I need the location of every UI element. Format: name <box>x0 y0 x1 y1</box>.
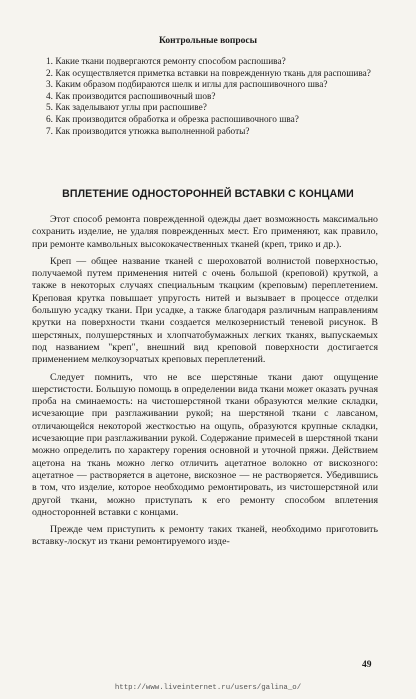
question-number: 1. <box>46 57 53 67</box>
question-text: Как заделывают углы при распошиве? <box>55 103 207 114</box>
question-item <box>46 69 376 81</box>
body-text <box>32 214 378 554</box>
question-text: Как производится распошивочный шов? <box>55 91 216 102</box>
watermark-url: http://www.liveinternet.ru/users/galina_o/ <box>114 684 302 692</box>
section-title: ВПЛЕТЕНИЕ ОДНОСТОРОННЕЙ ВСТАВКИ С КОНЦАМИ <box>62 188 354 200</box>
question-text: Как производится утюжка выполненной работы? <box>55 126 250 137</box>
question-item <box>46 92 376 104</box>
question-item <box>46 115 376 127</box>
question-item <box>46 80 376 92</box>
question-number: 2. <box>46 68 53 79</box>
question-text: Каким образом подбираются шелк и иглы для распошивочного шва? <box>55 80 328 91</box>
question-item <box>46 57 376 69</box>
question-number: 7. <box>46 126 53 137</box>
questions-list <box>46 57 376 138</box>
page-number: 49 <box>362 660 372 670</box>
question-number: 4. <box>46 91 53 102</box>
paragraph: Этот способ ремонта поврежденной одежды дает возможность максимально сохранить изделие, не удаляя поврежденных мест. Его применяют, как правило, при ремонте камвольных высококачественных тканей (креп, трико и др.). <box>32 214 378 250</box>
paragraph: Креп — общее название тканей с шероховатой волнистой поверхностью, получаемой путем применения нитей с очень большой (креповой) круткой, а также в некоторых случаях специальным ткацким (креповым) переплетением. Креповая крутка повышает упругость нитей и вызывает в процессе отделки большую усадку ткани. При усадке, а также благодаря различным направлениям крутки на поверхности ткани создается мелкозернистый теневой рисунок. В шерстяных, полушерстяных и хлопчатобумажных легких тканях, выпускаемых под названием "креп", внешний вид креповой поверхности достигается применением мелкоузорчатых креповых переплетений. <box>32 255 378 366</box>
question-item <box>46 103 376 115</box>
question-number: 5. <box>46 103 53 114</box>
question-text: Как осуществляется приметка вставки на поврежденную ткань для распошива? <box>55 68 371 79</box>
question-number: 6. <box>46 114 53 125</box>
question-text: Как производится обработка и обрезка распошивочного шва? <box>55 114 299 125</box>
question-number: 3. <box>46 80 53 91</box>
question-text: Какие ткани подвергаются ремонту способом распошива? <box>55 57 286 67</box>
paragraph: Следует помнить, что не все шерстяные ткани дают ощущение шерстистости. Большую помощь в определении вида ткани может оказать ручная проба на сминаемость: на чистошерстяной ткани образуются мелкие складки, исчезающие при разглаживании рукой; на шерстяной ткани с лавсаном, отличающейся некоторой жесткостью на ощупь, образуются крупные складки, исчезающие при разглаживании рукой. Содержание примесей в шерстяной ткани можно определить по характеру горения основной и уточной пряжи. Действием ацетона на ткань можно легко отличить ацетатное волокно от вискозного: ацетатное — растворяется в ацетоне, вискозное — не растворяется. Убедившись в том, что изделие, которое необходимо ремонтировать, из чистошерстяной или другой ткани, можно приступать к его ремонту способом вплетения односторонней вставки с концами. <box>32 371 378 518</box>
question-item <box>46 127 376 139</box>
paragraph: Прежде чем приступить к ремонту таких тканей, необходимо приготовить вставку-лоскут из ткани ремонтируемого изде- <box>32 524 378 548</box>
section-header: Контрольные вопросы <box>158 36 258 46</box>
